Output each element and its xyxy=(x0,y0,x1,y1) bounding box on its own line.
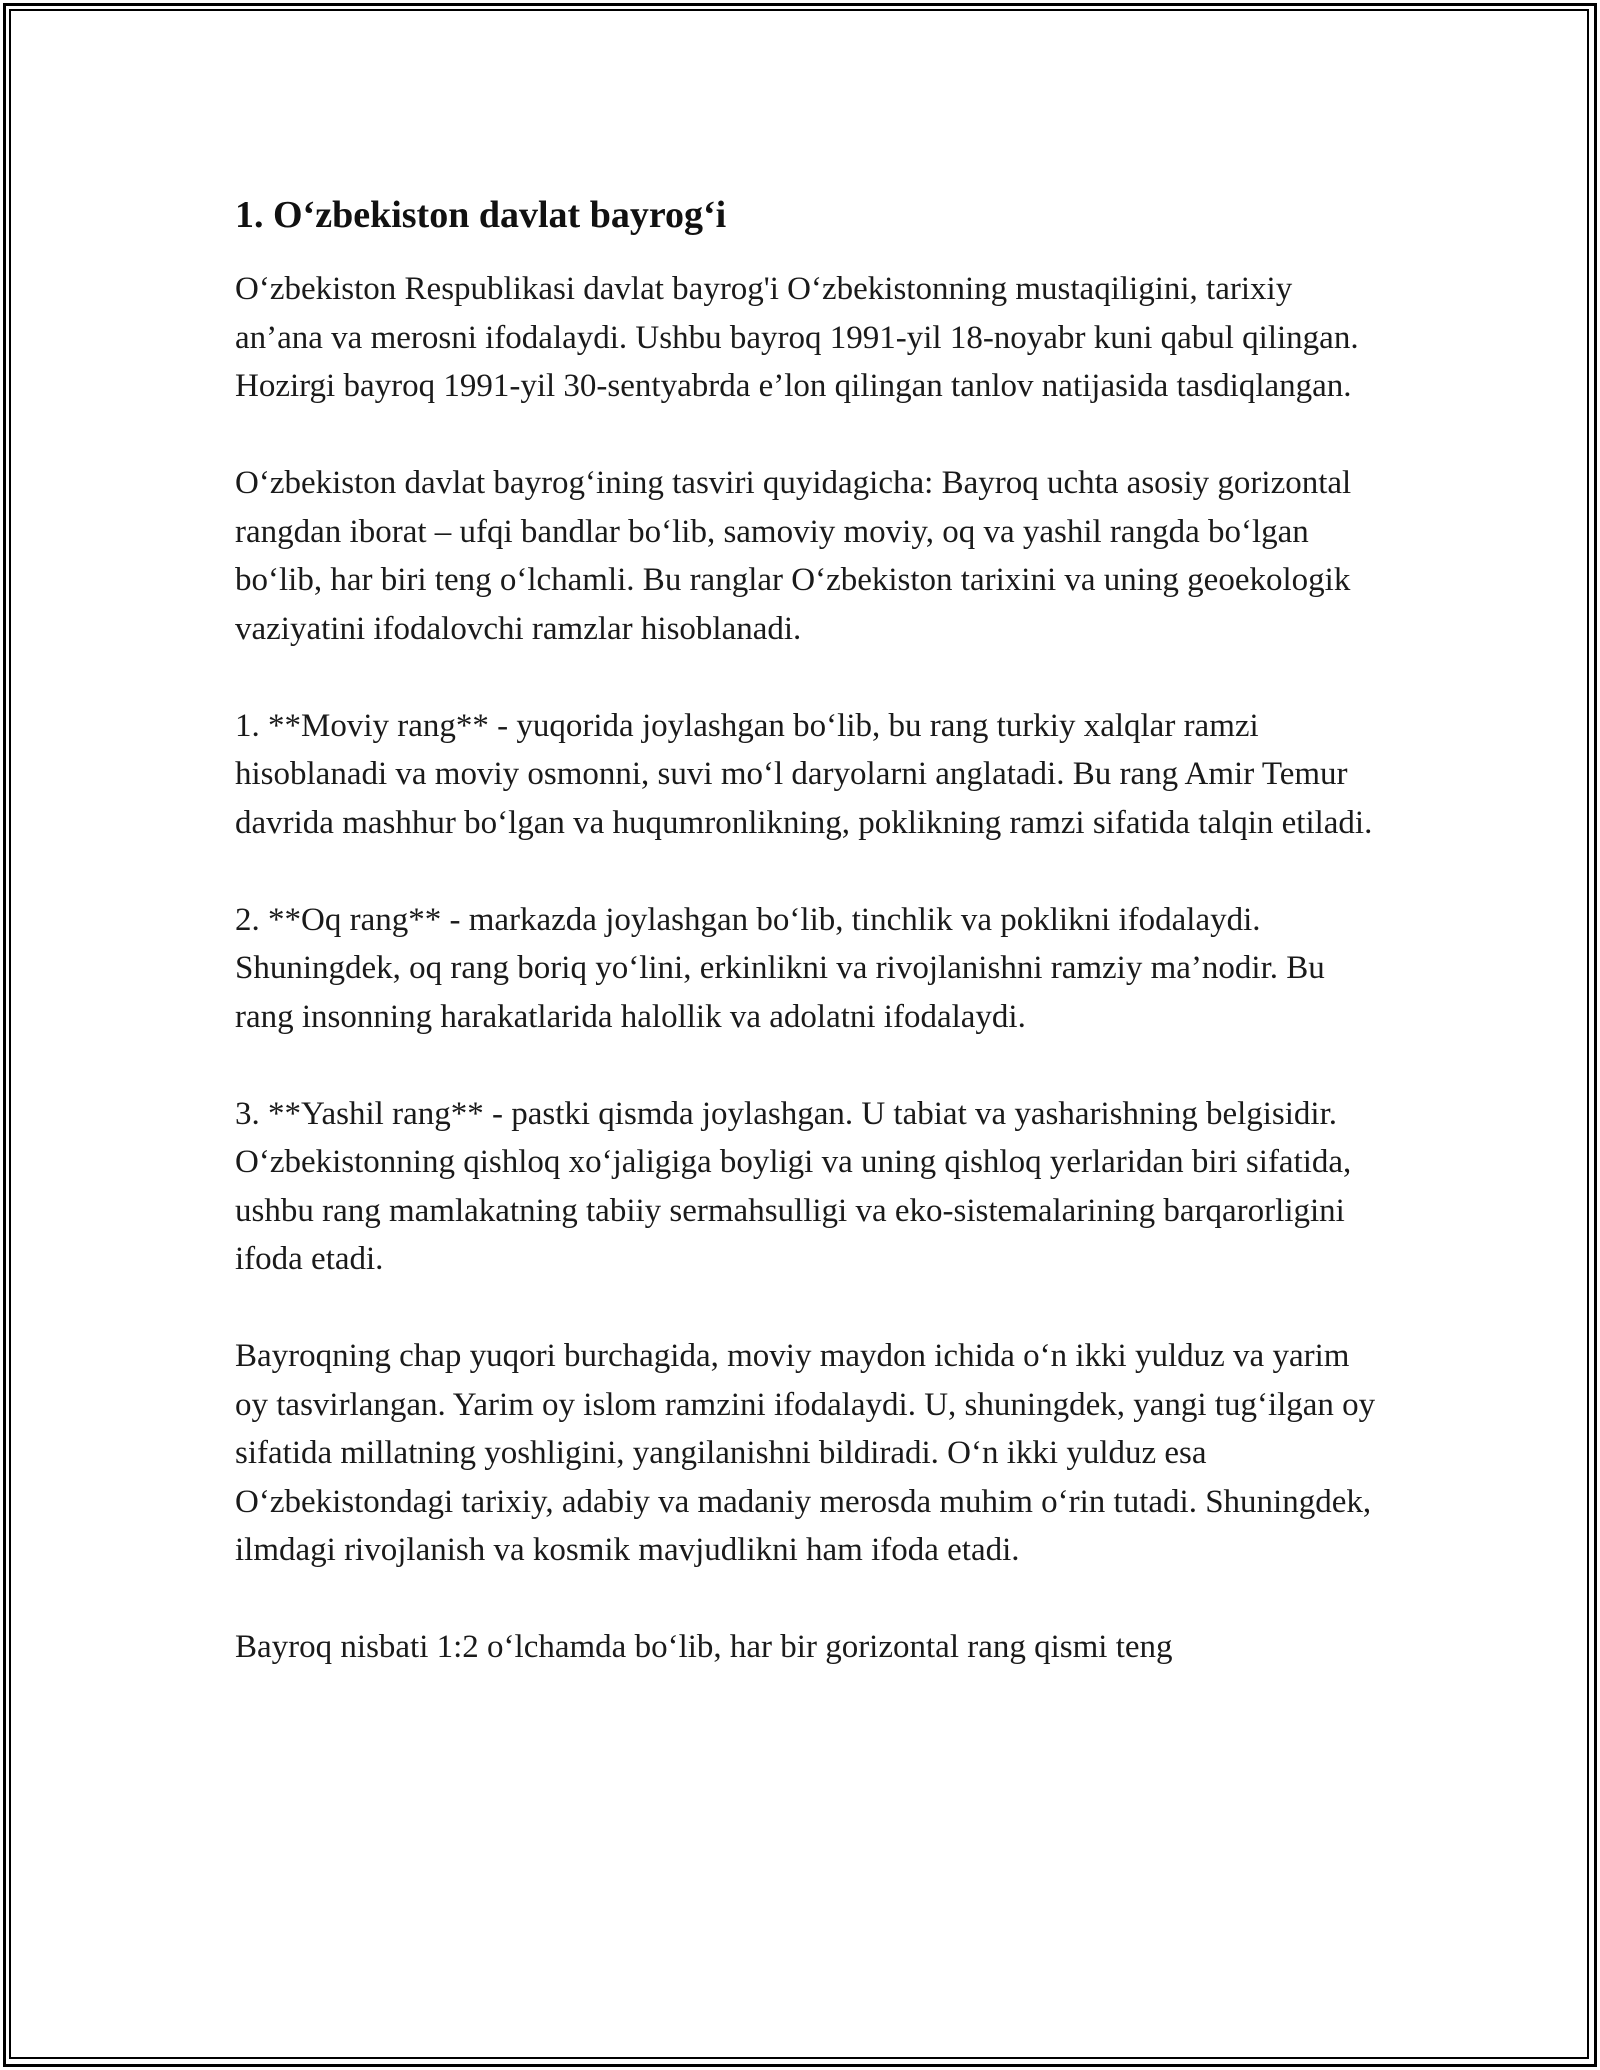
paragraph-white: 2. **Oq rang** - markazda joylashgan bo‘lib, tinchlik va poklikni ifodalaydi. Shuningdek, oq rang boriq yo‘lini, erkinlikni va rivojlanishni ramziy ma’nodir. Bu rang insonning harakatlarida halollik va adolatni ifodalaydi. xyxy=(235,901,1325,1035)
paragraph-blue: 1. **Moviy rang** - yuqorida joylashgan bo‘lib, bu rang turkiy xalqlar ramzi hisoblanadi va moviy osmonni, suvi mo‘l daryolarni anglatadi. Bu rang Amir Temur davrida mashhur bo‘lgan va huqumronlikning, poklikning ramzi sifatida talqin etiladi. xyxy=(235,707,1373,841)
paragraph-intro: O‘zbekiston Respublikasi davlat bayrog'i O‘zbekistonning mustaqiligini, tarixiy an’ana va merosni ifodalaydi. Ushbu bayroq 1991-yil 18-noyabr kuni qabul qilingan. Hozirgi bayroq 1991-yil 30-sentyabrda e’lon qilingan tanlov natijasida tasdiqlangan. xyxy=(235,271,1359,404)
document-title: 1. O‘zbekiston davlat bayrog‘i xyxy=(235,194,727,236)
document-body xyxy=(235,185,1385,1720)
paragraph-ratio: Bayroq nisbati 1:2 o‘lchamda bo‘lib, har bir gorizontal rang qismi teng xyxy=(235,1629,1173,1665)
paragraph-emblem: Bayroqning chap yuqori burchagida, moviy maydon ichida o‘n ikki yulduz va yarim oy tasvirlangan. Yarim oy islom ramzini ifodalaydi. U, shuningdek, yangi tug‘ilgan oy sifatida millatning yoshligini, yangilanishni bildiradi. O‘n ikki yulduz esa O‘zbekistondagi tarixiy, adabiy va madaniy merosda muhim o‘rin tutadi. Shuningdek, ilmdagi rivojlanish va kosmik mavjudlikni ham ifoda etadi. xyxy=(235,1338,1376,1568)
paragraph-description: O‘zbekiston davlat bayrog‘ining tasviri quyidagicha: Bayroq uchta asosiy gorizontal rangdan iborat – ufqi bandlar bo‘lib, samoviy moviy, oq va yashil rangda bo‘lgan bo‘lib, har biri teng o‘lchamli. Bu ranglar O‘zbekiston tarixini va uning geoekologik vaziyatini ifodalovchi ramzlar hisoblanadi. xyxy=(235,465,1352,647)
paragraph-green: 3. **Yashil rang** - pastki qismda joylashgan. U tabiat va yasharishning belgisidir. O‘zbekistonning qishloq xo‘jaligiga boyligi va uning qishloq yerlaridan biri sifatida, ushbu rang mamlakatning tabiiy sermahsulligi va eko-sistemalarining barqarorligini ifoda etadi. xyxy=(235,1095,1352,1277)
